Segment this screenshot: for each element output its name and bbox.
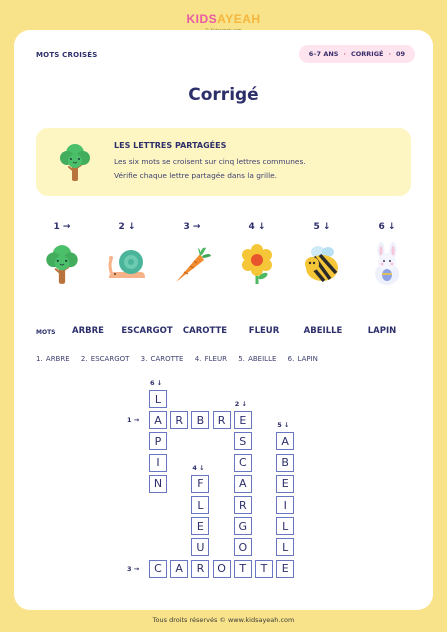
info-line-2: Vérifie chaque lettre partagée dans la grille. [114, 171, 278, 180]
list-item: 3. CAROTTE [140, 355, 184, 363]
grid-cell: R [234, 496, 252, 514]
grid-cell: L [149, 390, 167, 408]
grid-cell: T [255, 560, 273, 578]
sheet-number: 09 [395, 50, 405, 58]
clue-number: 2 ↓ [118, 222, 136, 232]
grid-cell: R [191, 560, 209, 578]
pill-separator: · [343, 50, 346, 58]
grid-cell: I [149, 454, 167, 472]
page-title: Corrigé [188, 85, 259, 105]
grid-cell: N [149, 475, 167, 493]
grid-cell: E [276, 560, 294, 578]
grid-clue-number: 3 → [127, 564, 140, 573]
clue-number: 4 ↓ [248, 222, 266, 232]
grid-cell: S [234, 432, 252, 450]
worksheet-page [14, 30, 433, 610]
word-fleur: FLEUR [248, 326, 280, 336]
crossword-grid [14, 30, 433, 610]
brand-logo-part-a: KIDS [186, 12, 218, 26]
grid-cell: R [213, 411, 231, 429]
footer-copyright: Tous droits réservés © www.kidsayeah.com [152, 616, 295, 624]
word-arbre: ARBRE [72, 326, 104, 336]
info-line-1: Les six mots se croisent sur cinq lettres communes. [114, 157, 306, 166]
section-label: MOTS CROISÉS [36, 51, 98, 59]
grid-cell: P [149, 432, 167, 450]
grid-cell: I [276, 496, 294, 514]
grid-cell: E [276, 475, 294, 493]
grid-cell: L [276, 517, 294, 535]
brand-header [0, 8, 447, 32]
grid-cell: C [234, 454, 252, 472]
clue-number: 6 ↓ [378, 222, 396, 232]
list-item: 5. ABEILLE [238, 355, 277, 363]
grid-cell: U [191, 538, 209, 556]
clue-number: 3 → [183, 222, 201, 232]
info-title: LES LETTRES PARTAGÉES [114, 141, 227, 150]
grid-cell: L [191, 496, 209, 514]
grid-cell: E [191, 517, 209, 535]
word-carotte: CAROTTE [182, 326, 228, 336]
grid-cell: E [234, 411, 252, 429]
grid-cell: L [276, 538, 294, 556]
clue-number: 5 ↓ [313, 222, 331, 232]
list-item: 1. ARBRE [36, 355, 70, 363]
age-label: 6–7 ANS [308, 50, 339, 58]
grid-cell: B [191, 411, 209, 429]
grid-cell: A [170, 560, 188, 578]
grid-cell: T [234, 560, 252, 578]
grid-clue-number: 6 ↓ [150, 379, 163, 387]
word-lapin: LAPIN [367, 326, 397, 336]
brand-logo-part-b: AYEAH [217, 12, 261, 26]
grid-cell: A [149, 411, 167, 429]
grid-clue-number: 1 → [127, 416, 140, 425]
grid-clue-number: 5 ↓ [277, 421, 290, 430]
pill-separator: · [388, 50, 391, 58]
word-escargot: ESCARGOT [121, 326, 173, 336]
grid-cell: B [276, 454, 294, 472]
clue-number: 1 → [53, 222, 71, 232]
grid-clue-number: 2 ↓ [234, 400, 248, 409]
list-item: 4. FLEUR [194, 355, 227, 363]
mode-label: CORRIGÉ [350, 50, 384, 58]
grid-cell: F [191, 475, 209, 493]
grid-cell: O [234, 538, 252, 556]
grid-cell: O [213, 560, 231, 578]
brand-logo [186, 12, 260, 26]
grid-cell: A [276, 432, 294, 450]
list-item: 6. LAPIN [287, 355, 318, 363]
grid-cell: G [234, 517, 252, 535]
grid-cell: R [170, 411, 188, 429]
grid-cell: C [149, 560, 167, 578]
grid-clue-number: 4 ↓ [192, 463, 205, 472]
word-abeille: ABEILLE [303, 326, 343, 336]
grid-cell: A [234, 475, 252, 493]
words-label: MOTS [36, 329, 56, 336]
list-item: 2. ESCARGOT [80, 355, 130, 363]
